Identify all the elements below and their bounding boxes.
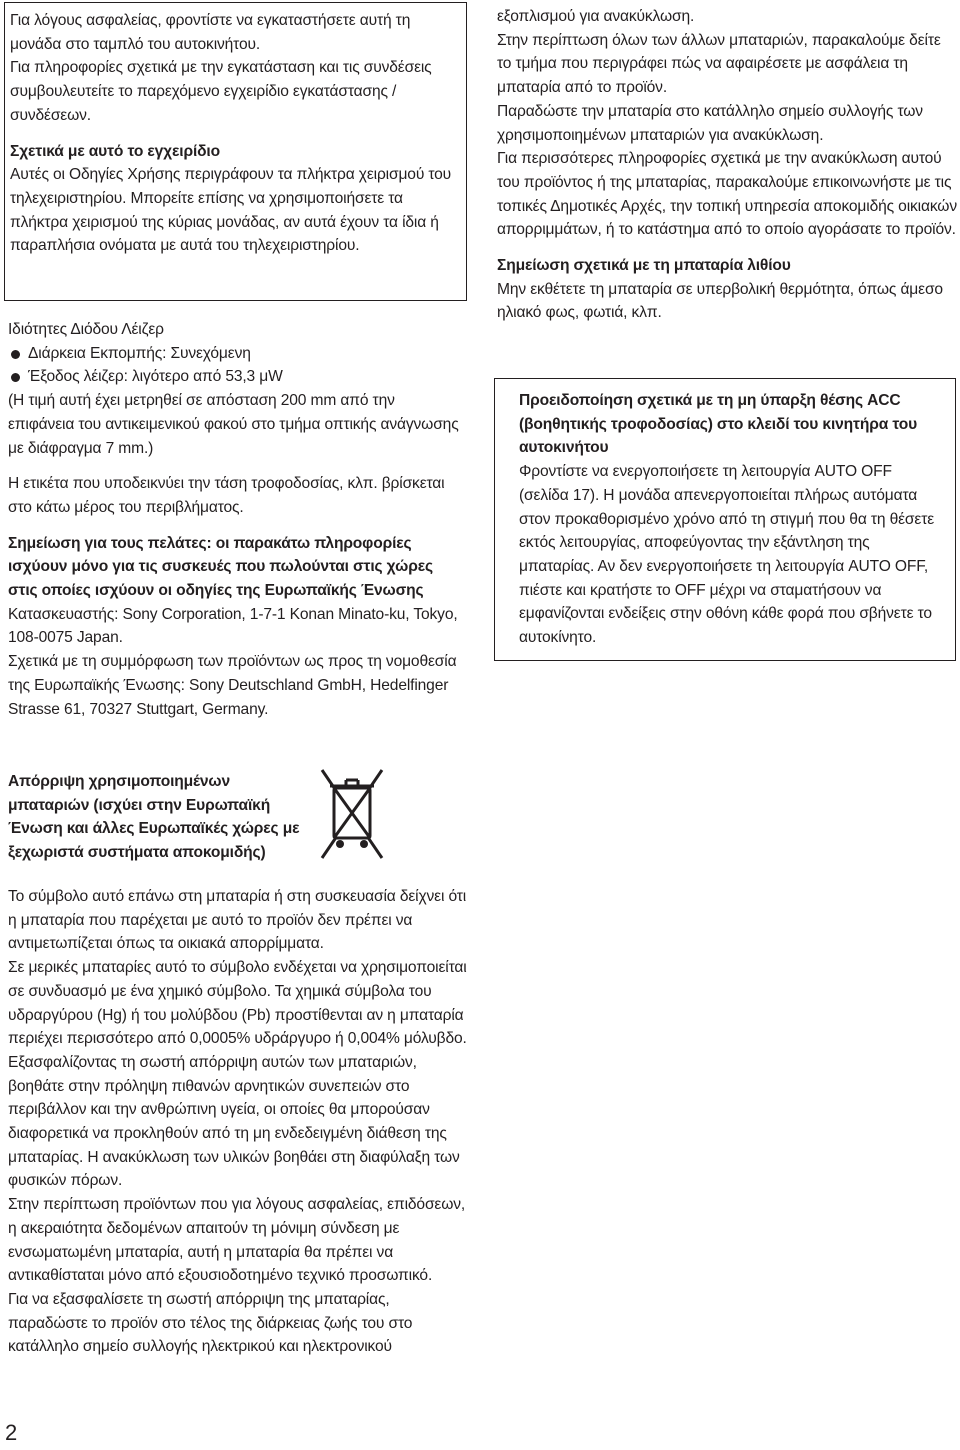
- lithium-text: Μην εκθέτετε τη μπαταρία σε υπερβολική θερμότητα, όπως άμεσο ηλιακό φως, φωτιά, κλπ.: [497, 280, 943, 322]
- compliance-text: Σχετικά με τη συμμόρφωση των προϊόντων ως προς τη νομοθεσία της Ευρωπαϊκής Ένωσης: Sony Deutschland GmbH, Hedelfinger Strasse 61, 70327 Stuttgart, Germany.: [8, 653, 457, 718]
- disposal-p4: Στην περίπτωση προϊόντων που για λόγους ασφαλείας, επιδόσεων, η ακεραιότητα δεδομένων απαιτούν τη μόνιμη σύνδεση με ενσωματωμένη μπαταρία, αυτή η μπαταρία θα πρέπει να αντικαθίσταται μόνο από εξουσιοδοτημένο τεχνικό προσωπικό.: [8, 1196, 466, 1285]
- laser-item: [8, 365, 463, 389]
- bullet-icon: [11, 373, 20, 382]
- right-column: [497, 5, 957, 325]
- disposal-p1: Το σύμβολο αυτό επάνω στη μπαταρία ή στη συσκευασία δείχνει ότι η μπαταρία που παρέχεται με αυτό το προϊόν δεν πρέπει να αντιμετωπίζεται όπως τα οικιακά απορρίμματα.: [8, 888, 467, 953]
- disposal-p2: Σε μερικές μπαταρίες αυτό το σύμβολο ενδέχεται να χρησιμοποιείται σε συνδυασμό με ένα χημικό σύμβολο. Τα χημικά σύμβολα του υδραργύρου (Hg) ή του μολύβδου (Pb) προστίθενται αν η μπαταρία περιέχει περισσότερο από 0,0005% υδράργυρο ή 0,004% μόλυβδο.: [8, 959, 467, 1048]
- left-column-lower: [8, 885, 468, 1359]
- acc-text: Φροντίστε να ενεργοποιήσετε τη λειτουργία AUTO OFF (σελίδα 17). Η μονάδα απενεργοποιείται πλήρως αυτόματα στον προκαθορισμένο χρόνο από τη στιγμή που θα τη θέσετε εκτός λειτουργίας, αποφεύγοντας την εξάντληση της μπαταρίας. Αν δεν ενεργοποιήσετε τη λειτουργία AUTO OFF, πιέστε και κρατήστε το OFF μέχρι να σταματήσουν να εμφανίζονται ενδείξεις στην οθόνη κάθε φορά που σβήνετε το αυτοκίνητο.: [519, 463, 935, 647]
- laser-item: [8, 342, 463, 366]
- left-column-upper: [8, 318, 463, 721]
- installation-info-text: Για πληροφορίες σχετικά με την εγκατάσταση και τις συνδέσεις συμβουλευτείτε το παρεχόμενο εγχειρίδιο εγκατάστασης / συνδέσεων.: [10, 59, 432, 124]
- acc-warning-box: [494, 378, 956, 661]
- laser-item-text: Έξοδος λέιζερ: λιγότερο από 53,3 μW: [28, 368, 283, 386]
- lithium-heading: Σημείωση σχετικά με τη μπαταρία λιθίου: [497, 257, 791, 275]
- disposal-p8: Για περισσότερες πληροφορίες σχετικά με την ανακύκλωση αυτού του προϊόντος ή της μπαταρίας, παρακαλούμε επικοινωνήστε με τις τοπικές Δημοτικές Αρχές, την τοπική υπηρεσία αποκομιδής οικιακών απορριμμάτων, ή το κατάστημα από το οποίο αγοράσατε το προϊόν.: [497, 150, 957, 239]
- manual-text: Αυτές οι Οδηγίες Χρήσης περιγράφουν τα πλήκτρα χειρισμού του τηλεχειριστηρίου. Μπορείτε επίσης να χρησιμοποιήσετε τα πλήκτρα χειρισμού της κύριας μονάδας, αν αυτά έχουν τα ίδια ή παρaπλήσια ονόματα με αυτά του τηλεχειριστηρίου.: [10, 166, 452, 255]
- eu-note-heading: Σημείωση για τους πελάτες: οι παρακάτω πληροφορίες ισχύουν μόνο για τις συσκευές που πωλούνται στις χώρες στις οποίες ισχύουν οι οδηγίες της Ευρωπαϊκής Ένωσης: [8, 534, 433, 600]
- manufacturer-text: Κατασκευαστής: Sony Corporation, 1-7-1 Konan Minato-ku, Tokyo, 108-0075 Japan.: [8, 605, 458, 647]
- disposal-p3: Εξασφαλίζοντας τη σωστή απόρριψη αυτών των μπαταριών, βοηθάτε στην πρόληψη πιθανών αρνητικών συνεπειών στο περιβάλλον και την ανθρώπινη υγεία, οι οποίες θα μπορούσαν διαφορετικά να προκληθούν από τη μη ενδεδειγμένη διάθεση της μπαταρίας. Η ανακύκλωση των υλικών βοηθάει στη διαφύλαξη των φυσικών πόρων.: [8, 1053, 460, 1190]
- crossed-out-wheeled-bin-icon: [318, 764, 386, 864]
- disposal-p5-continued: εξοπλισμού για ανακύκλωση.: [497, 8, 695, 25]
- laser-title: Ιδιότητες Διόδου Λέιζερ: [8, 321, 164, 338]
- disposal-heading-block: [8, 770, 308, 865]
- page-number: 2: [5, 1420, 18, 1445]
- rating-label-note: Η ετικέτα που υποδεικνύει την τάση τροφοδοσίας, κλπ. βρίσκεται στο κάτω μέρος του περιβλήματος.: [8, 475, 445, 516]
- disposal-p6: Στην περίπτωση όλων των άλλων μπαταριών, παρακαλούμε δείτε το τμήμα που περιγράφει πώς να αφαιρέσετε με ασφάλεια τη μπαταρία από το προϊόν.: [497, 31, 941, 97]
- safety-text: Για λόγους ασφαλείας, φροντίστε να εγκαταστήσετε αυτή τη μονάδα στο ταμπλό του αυτοκινήτου.: [10, 12, 411, 53]
- laser-note: (Η τιμή αυτή έχει μετρηθεί σε απόσταση 200 mm από την επιφάνεια του αντικειμενικού φακού στο τμήμα οπτικής ανάγνωσης με διάφραγμα 7 mm.): [8, 392, 459, 457]
- bullet-icon: [11, 350, 20, 359]
- installation-box: [4, 2, 467, 301]
- disposal-p5: Για να εξασφαλίσετε τη σωστή απόρριψη της μπαταρίας, παραδώστε το προϊόν στο τέλος της διάρκειας ζωής του στο κατάλληλο σημείο συλλογής ηλεκτρικού και ηλεκτρονικού: [8, 1290, 413, 1356]
- manual-heading: Σχετικά με αυτό το εγχειρίδιο: [10, 142, 220, 160]
- acc-heading: Προειδοποίηση σχετικά με τη μη ύπαρξη θέσης ACC (βοηθητικής τροφοδοσίας) στο κλειδί του κινητήρα του αυτοκινήτου: [519, 392, 918, 457]
- disposal-p7: Παραδώστε την μπαταρία στο κατάλληλο σημείο συλλογής των χρησιμοποιημένων μπαταριών για ανακύκλωση.: [497, 102, 923, 144]
- laser-item-text: Διάρκεια Εκπομπής: Συνεχόμενη: [28, 344, 251, 362]
- disposal-heading: Απόρριψη χρησιμοποιημένων μπαταριών (ισχύει στην Ευρωπαϊκή Ένωση και άλλες Ευρωπαϊκές χώρες με ξεχωριστά συστήματα αποκομιδής): [8, 773, 300, 862]
